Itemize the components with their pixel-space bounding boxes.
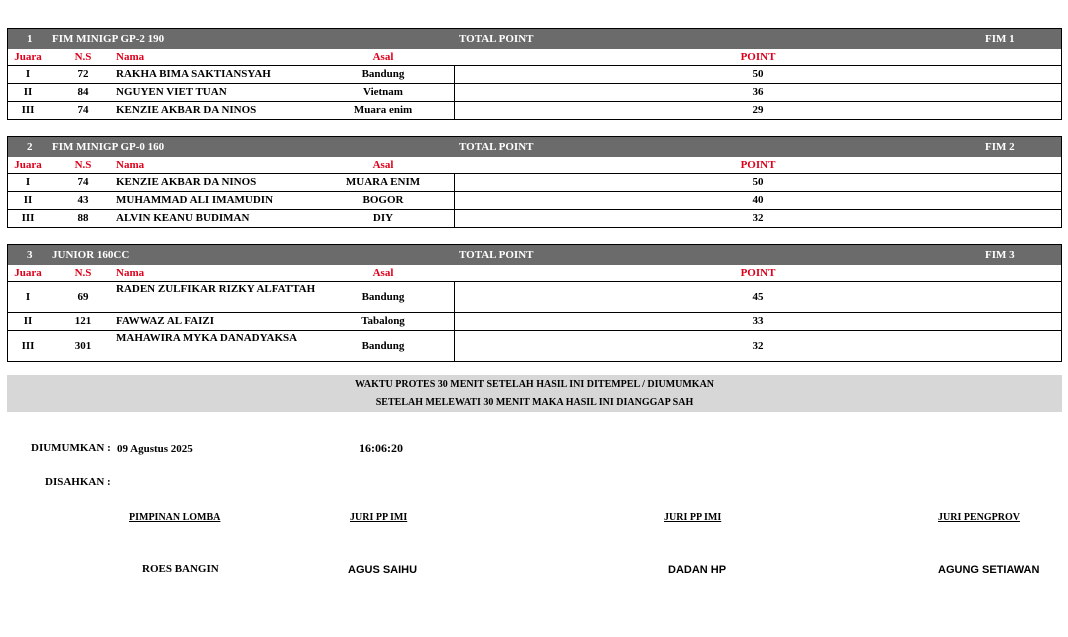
start-number: 84 xyxy=(77,86,89,98)
rank: III xyxy=(21,212,35,224)
col-juara: Juara xyxy=(14,267,42,279)
class-header xyxy=(8,29,1061,49)
rank: III xyxy=(21,104,35,116)
start-number: 43 xyxy=(77,194,89,206)
notice-line-2: SETELAH MELEWATI 30 MENIT MAKA HASIL INI DIANGGAP SAH xyxy=(375,397,694,408)
col-asal: Asal xyxy=(372,159,394,171)
signature-name: ROES BANGIN xyxy=(142,563,219,575)
point-value: 29 xyxy=(752,104,764,116)
table-row xyxy=(8,210,1061,227)
point-value: 50 xyxy=(752,68,764,80)
rider-name: RADEN ZULFIKAR RIZKY ALFATTAH xyxy=(116,283,316,295)
announce-time: 16:06:20 xyxy=(359,441,403,455)
origin: Bandung xyxy=(361,68,405,80)
rank: I xyxy=(25,176,31,188)
rider-name: ALVIN KEANU BUDIMAN xyxy=(116,212,250,224)
class-table-2 xyxy=(7,136,1062,228)
total-point-label: TOTAL POINT xyxy=(459,141,534,153)
class-table-3 xyxy=(7,244,1062,362)
start-number: 74 xyxy=(77,176,89,188)
signature-title: JURI PP IMI xyxy=(350,512,408,523)
rank: II xyxy=(23,86,33,98)
rider-name: FAWWAZ AL FAIZI xyxy=(116,315,215,327)
table-row xyxy=(8,174,1061,192)
point-value: 33 xyxy=(752,315,764,327)
col-juara: Juara xyxy=(14,159,42,171)
class-number: 2 xyxy=(27,141,33,153)
column-headers xyxy=(8,157,1061,174)
start-number: 69 xyxy=(77,291,89,303)
class-name: JUNIOR 160CC xyxy=(52,249,130,261)
point-value: 36 xyxy=(752,86,764,98)
rider-name: KENZIE AKBAR DA NINOS xyxy=(116,176,257,188)
start-number: 72 xyxy=(77,68,89,80)
total-point-label: TOTAL POINT xyxy=(459,249,534,261)
point-value: 50 xyxy=(752,176,764,188)
rider-name: RAKHA BIMA SAKTIANSYAH xyxy=(116,68,271,80)
signature-name: DADAN HP xyxy=(668,564,727,576)
protest-notice xyxy=(7,375,1062,412)
col-nama: Nama xyxy=(116,51,145,63)
col-ns: N.S xyxy=(74,51,92,63)
total-point-label: TOTAL POINT xyxy=(459,33,534,45)
point-value: 40 xyxy=(752,194,764,206)
point-value: 32 xyxy=(752,340,764,352)
rank: I xyxy=(25,291,31,303)
table-row xyxy=(8,84,1061,102)
point-value: 45 xyxy=(752,291,764,303)
approved-label: DISAHKAN : xyxy=(45,476,111,488)
origin: Muara enim xyxy=(353,104,413,116)
start-number: 74 xyxy=(77,104,89,116)
origin: DIY xyxy=(372,212,394,224)
announce-label: DIUMUMKAN : xyxy=(31,442,111,454)
table-row xyxy=(8,331,1061,361)
origin: BOGOR xyxy=(362,194,404,206)
signature-name: AGUS SAIHU xyxy=(348,564,418,576)
fim-label: FIM 3 xyxy=(985,249,1015,261)
col-asal: Asal xyxy=(372,51,394,63)
signature-title: JURI PP IMI xyxy=(664,512,722,523)
col-nama: Nama xyxy=(116,267,145,279)
class-table-1 xyxy=(7,28,1062,120)
class-header xyxy=(8,245,1061,265)
fim-label: FIM 2 xyxy=(985,141,1015,153)
rider-name: MUHAMMAD ALI IMAMUDIN xyxy=(116,194,274,206)
notice-line-1: WAKTU PROTES 30 MENIT SETELAH HASIL INI DITEMPEL / DIUMUMKAN xyxy=(354,379,715,390)
table-row xyxy=(8,66,1061,84)
start-number: 121 xyxy=(74,315,92,327)
col-juara: Juara xyxy=(14,51,42,63)
signature-title: JURI PENGPROV xyxy=(938,512,1020,523)
origin: MUARA ENIM xyxy=(345,176,421,188)
col-asal: Asal xyxy=(372,267,394,279)
col-ns: N.S xyxy=(74,267,92,279)
fim-label: FIM 1 xyxy=(985,33,1015,45)
column-headers xyxy=(8,265,1061,282)
origin: Vietnam xyxy=(363,86,403,98)
table-row xyxy=(8,282,1061,313)
col-nama: Nama xyxy=(116,159,145,171)
class-number: 1 xyxy=(27,33,33,45)
class-name: FIM MINIGP GP-0 160 xyxy=(52,141,165,153)
rider-name: MAHAWIRA MYKA DANADYAKSA xyxy=(116,332,298,344)
start-number: 301 xyxy=(74,340,92,352)
class-number: 3 xyxy=(27,249,33,261)
rank: II xyxy=(23,194,33,206)
announce-date: 09 Agustus 2025 xyxy=(117,443,193,455)
table-row xyxy=(8,102,1061,119)
col-point: POINT xyxy=(740,267,776,279)
class-header xyxy=(8,137,1061,157)
column-headers xyxy=(8,49,1061,66)
rider-name: NGUYEN VIET TUAN xyxy=(116,86,227,98)
rank: III xyxy=(21,340,35,352)
rider-name: KENZIE AKBAR DA NINOS xyxy=(116,104,257,116)
origin: Bandung xyxy=(361,291,405,303)
class-name: FIM MINIGP GP-2 190 xyxy=(52,33,165,45)
rank: II xyxy=(23,315,33,327)
rank: I xyxy=(25,68,31,80)
table-row xyxy=(8,192,1061,210)
col-point: POINT xyxy=(740,51,776,63)
origin: Bandung xyxy=(361,340,405,352)
signature-title: PIMPINAN LOMBA xyxy=(129,512,221,523)
col-ns: N.S xyxy=(74,159,92,171)
signature-name: AGUNG SETIAWAN xyxy=(938,564,1040,576)
start-number: 88 xyxy=(77,212,89,224)
table-row xyxy=(8,313,1061,331)
point-value: 32 xyxy=(752,212,764,224)
col-point: POINT xyxy=(740,159,776,171)
origin: Tabalong xyxy=(361,315,405,327)
